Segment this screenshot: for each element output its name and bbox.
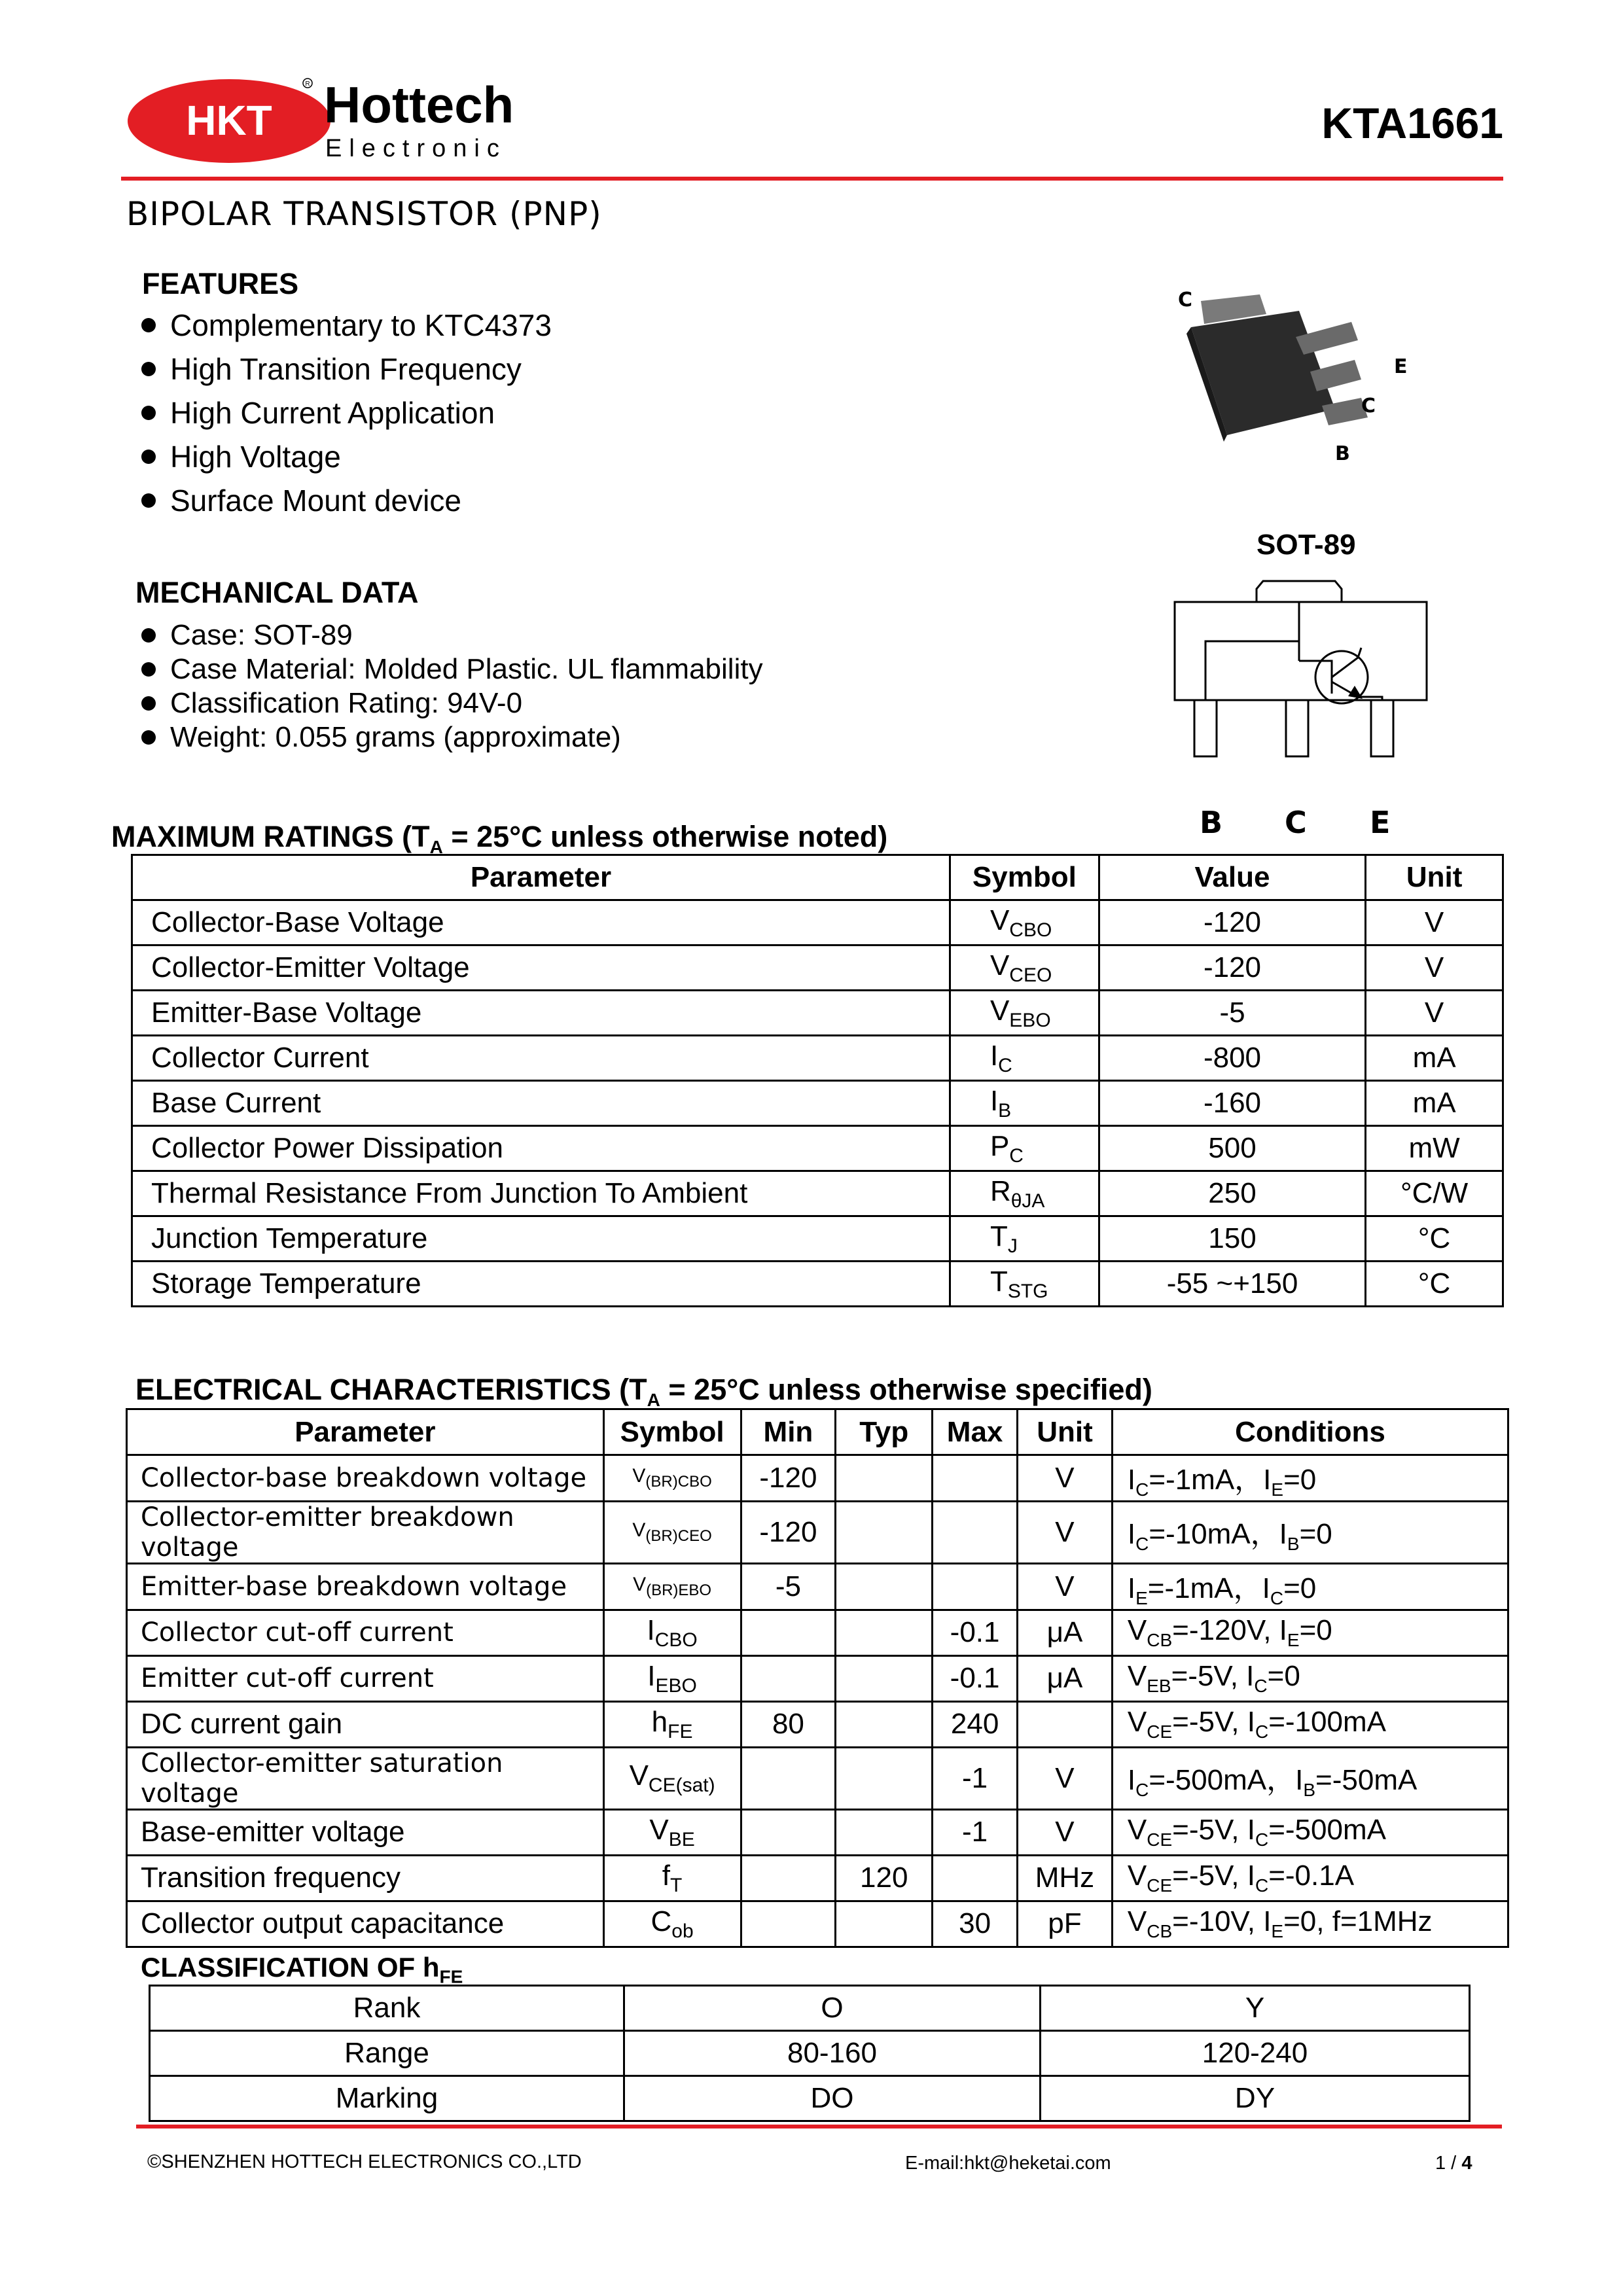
unit-cell: V — [1018, 1501, 1113, 1563]
param-cell: Storage Temperature — [132, 1262, 950, 1307]
table-row — [127, 1809, 1508, 1855]
min-cell — [741, 1655, 836, 1701]
symbol-cell: $I_{EBO}$ — [603, 1655, 741, 1701]
table-cell: O — [624, 1986, 1040, 2031]
typ-cell — [836, 1610, 933, 1655]
typ-cell — [836, 1901, 933, 1947]
param-cell: Junction Temperature — [132, 1216, 950, 1262]
table-row — [132, 991, 1503, 1036]
footer-company: ©SHENZHEN HOTTECH ELECTRONICS CO.,LTD — [147, 2151, 582, 2172]
unit-cell: μA — [1018, 1655, 1113, 1701]
param-cell: Transition frequency — [127, 1855, 604, 1901]
table-row — [127, 1701, 1508, 1747]
table-row — [132, 1081, 1503, 1126]
column-header: Max — [933, 1409, 1018, 1455]
list-item: Complementary to KTC4373 — [133, 304, 552, 347]
condition-cell: $I_E=-1mA$，$I_C=0$ — [1112, 1563, 1508, 1610]
sot89-outline-icon — [1165, 569, 1440, 844]
symbol-cell: $V_{(BR)EBO}$ — [603, 1563, 741, 1610]
typ-cell — [836, 1455, 933, 1502]
pin-label-c: C — [1285, 805, 1307, 840]
condition-cell: $V_{CE}=-5V$, $I_C=-500mA$ — [1112, 1809, 1508, 1855]
param-cell: Collector-Emitter Voltage — [132, 945, 950, 991]
column-header: Unit — [1366, 855, 1503, 900]
column-header: Typ — [836, 1409, 933, 1455]
value-cell: 250 — [1099, 1171, 1365, 1216]
classification-table — [149, 1985, 1471, 2122]
symbol-cell: $f_T$ — [603, 1855, 741, 1901]
param-cell: Collector-base breakdown voltage — [127, 1455, 604, 1502]
table-cell: Marking — [150, 2076, 624, 2121]
list-item: Surface Mount device — [133, 479, 552, 523]
param-cell: Collector cut-off current — [127, 1610, 604, 1655]
table-row — [127, 1747, 1508, 1809]
mechanical-title: MECHANICAL DATA — [135, 576, 419, 609]
hkt-logo-icon — [128, 69, 520, 167]
min-cell: 80 — [741, 1701, 836, 1747]
list-item: High Voltage — [133, 435, 552, 479]
photo-label-c: C — [1178, 289, 1193, 311]
unit-cell: V — [1018, 1455, 1113, 1502]
unit-cell — [1018, 1701, 1113, 1747]
condition-cell: $I_C=-10mA$，$I_B=0$ — [1112, 1501, 1508, 1563]
min-cell — [741, 1610, 836, 1655]
pin-label-b: B — [1200, 805, 1223, 840]
column-header: Symbol — [950, 855, 1099, 900]
unit-cell: μA — [1018, 1610, 1113, 1655]
table-cell: 120-240 — [1040, 2031, 1469, 2076]
column-header: Parameter — [132, 855, 950, 900]
min-cell — [741, 1855, 836, 1901]
max-cell: 240 — [933, 1701, 1018, 1747]
max-cell: -0.1 — [933, 1610, 1018, 1655]
table-row — [132, 900, 1503, 945]
unit-cell: °C — [1366, 1262, 1503, 1307]
typ-cell — [836, 1501, 933, 1563]
param-cell: Collector-emitter breakdown voltage — [127, 1501, 604, 1563]
condition-cell: $I_C=-1mA$，$I_E=0$ — [1112, 1455, 1508, 1502]
typ-cell — [836, 1655, 933, 1701]
value-cell: 150 — [1099, 1216, 1365, 1262]
package-photo — [1165, 275, 1440, 471]
table-row — [127, 1563, 1508, 1610]
max-cell: -0.1 — [933, 1655, 1018, 1701]
unit-cell: MHz — [1018, 1855, 1113, 1901]
unit-cell: V — [1018, 1563, 1113, 1610]
list-item: Classification Rating: 94V-0 — [133, 686, 763, 720]
list-item: Case Material: Molded Plastic. UL flammability — [133, 652, 763, 686]
condition-cell: $V_{CE}=-5V$, $I_C=-0.1A$ — [1112, 1855, 1508, 1901]
table-cell: Range — [150, 2031, 624, 2076]
symbol-cell: $I_{CBO}$ — [603, 1610, 741, 1655]
value-cell: 500 — [1099, 1126, 1365, 1171]
max-ratings-title: MAXIMUM RATINGS ($T_A = 25^\circ C$ unless otherwise noted) — [111, 820, 888, 857]
symbol-cell: $V_{EBO}$ — [950, 991, 1099, 1036]
param-cell: DC current gain — [127, 1701, 604, 1747]
param-cell: Emitter-Base Voltage — [132, 991, 950, 1036]
table-row — [127, 1501, 1508, 1563]
list-item: High Current Application — [133, 391, 552, 435]
unit-cell: mA — [1366, 1081, 1503, 1126]
classification-title: CLASSIFICATION OF $h_{FE}$ — [141, 1952, 463, 1987]
table-row — [127, 1855, 1508, 1901]
table-row — [127, 1655, 1508, 1701]
symbol-cell: $V_{(BR)CBO}$ — [603, 1455, 741, 1502]
max-cell: -1 — [933, 1809, 1018, 1855]
table-row — [127, 1610, 1508, 1655]
table-row — [150, 2031, 1470, 2076]
param-cell: Collector Power Dissipation — [132, 1126, 950, 1171]
svg-text:R: R — [305, 80, 310, 88]
unit-cell: V — [1366, 991, 1503, 1036]
unit-cell: V — [1366, 945, 1503, 991]
symbol-cell: $I_B$ — [950, 1081, 1099, 1126]
param-cell: Collector Current — [132, 1036, 950, 1081]
symbol-cell: $V_{CBO}$ — [950, 900, 1099, 945]
table-row — [132, 1126, 1503, 1171]
package-schematic — [1165, 569, 1440, 844]
param-cell: Base Current — [132, 1081, 950, 1126]
company-logo — [128, 69, 520, 167]
mechanical-list — [133, 618, 763, 754]
min-cell — [741, 1901, 836, 1947]
logo-sub-text: Electronic — [325, 135, 507, 162]
transistor-package-icon — [1165, 275, 1440, 471]
column-header: Parameter — [127, 1409, 604, 1455]
table-cell: 80-160 — [624, 2031, 1040, 2076]
unit-cell: mW — [1366, 1126, 1503, 1171]
typ-cell — [836, 1747, 933, 1809]
max-cell — [933, 1455, 1018, 1502]
logo-badge-text: HKT — [186, 97, 272, 144]
min-cell: -120 — [741, 1501, 836, 1563]
table-row — [132, 1216, 1503, 1262]
table-row — [127, 1455, 1508, 1502]
photo-label-b: B — [1335, 442, 1350, 465]
min-cell: -120 — [741, 1455, 836, 1502]
param-cell: Emitter cut-off current — [127, 1655, 604, 1701]
unit-cell: mA — [1366, 1036, 1503, 1081]
column-header: Symbol — [603, 1409, 741, 1455]
table-cell: DO — [624, 2076, 1040, 2121]
table-cell: Y — [1040, 1986, 1469, 2031]
column-header: Conditions — [1112, 1409, 1508, 1455]
max-ratings-table — [131, 854, 1504, 1307]
param-cell: Collector-Base Voltage — [132, 900, 950, 945]
max-cell — [933, 1855, 1018, 1901]
typ-cell: 120 — [836, 1855, 933, 1901]
table-row — [150, 2076, 1470, 2121]
param-cell: Emitter-base breakdown voltage — [127, 1563, 604, 1610]
features-title: FEATURES — [142, 267, 299, 300]
package-name: SOT-89 — [1257, 529, 1356, 561]
symbol-cell: $V_{CEO}$ — [950, 945, 1099, 991]
unit-cell: V — [1018, 1747, 1113, 1809]
table-header-row — [132, 855, 1503, 900]
list-item: High Transition Frequency — [133, 347, 552, 391]
footer-divider — [136, 2125, 1502, 2128]
electrical-title: ELECTRICAL CHARACTERISTICS ($T_A = 25^\circ C$ unless otherwise specified) — [135, 1373, 1152, 1410]
value-cell: -120 — [1099, 945, 1365, 991]
list-item: Weight: 0.055 grams (approximate) — [133, 720, 763, 754]
condition-cell: $V_{EB}=-5V$, $I_C=0$ — [1112, 1655, 1508, 1701]
column-header: Min — [741, 1409, 836, 1455]
condition-cell: $V_{CE}=-5V$, $I_C=-100mA$ — [1112, 1701, 1508, 1747]
value-cell: -800 — [1099, 1036, 1365, 1081]
symbol-cell: $T_{STG}$ — [950, 1262, 1099, 1307]
part-number: KTA1661 — [1321, 99, 1503, 147]
symbol-cell: $P_C$ — [950, 1126, 1099, 1171]
photo-label-e: E — [1394, 355, 1408, 378]
electrical-table — [126, 1408, 1509, 1948]
value-cell: -160 — [1099, 1081, 1365, 1126]
min-cell — [741, 1809, 836, 1855]
table-row — [132, 1036, 1503, 1081]
photo-label-c2: C — [1361, 395, 1376, 417]
column-header: Value — [1099, 855, 1365, 900]
max-cell: -1 — [933, 1747, 1018, 1809]
unit-cell: °C — [1366, 1216, 1503, 1262]
param-cell: Base-emitter voltage — [127, 1809, 604, 1855]
table-row — [127, 1901, 1508, 1947]
min-cell — [741, 1747, 836, 1809]
pin-label-e: E — [1370, 805, 1391, 840]
list-item: Case: SOT-89 — [133, 618, 763, 652]
typ-cell — [836, 1563, 933, 1610]
symbol-cell: $T_J$ — [950, 1216, 1099, 1262]
table-row — [132, 1262, 1503, 1307]
max-cell — [933, 1501, 1018, 1563]
features-list — [133, 304, 552, 523]
symbol-cell: $V_{BE}$ — [603, 1809, 741, 1855]
symbol-cell: $h_{FE}$ — [603, 1701, 741, 1747]
condition-cell: $V_{CB}=-10V$, $I_E=0$, f=1MHz — [1112, 1901, 1508, 1947]
typ-cell — [836, 1809, 933, 1855]
condition-cell: $V_{CB}=-120V$, $I_E=0$ — [1112, 1610, 1508, 1655]
condition-cell: $I_C=-500mA$，$I_B=-50mA$ — [1112, 1747, 1508, 1809]
logo-name-text: Hottech — [324, 76, 514, 133]
header-divider — [121, 177, 1503, 181]
column-header: Unit — [1018, 1409, 1113, 1455]
value-cell: -55 ~+150 — [1099, 1262, 1365, 1307]
symbol-cell: $C_{ob}$ — [603, 1901, 741, 1947]
table-header-row — [127, 1409, 1508, 1455]
device-subtitle: BIPOLAR TRANSISTOR (PNP) — [126, 195, 602, 233]
footer-page: 1 / 4 — [1435, 2153, 1472, 2174]
max-cell — [933, 1563, 1018, 1610]
unit-cell: V — [1018, 1809, 1113, 1855]
table-row — [132, 945, 1503, 991]
max-cell: 30 — [933, 1901, 1018, 1947]
unit-cell: °C/W — [1366, 1171, 1503, 1216]
table-cell: DY — [1040, 2076, 1469, 2121]
table-cell: Rank — [150, 1986, 624, 2031]
param-cell: Collector output capacitance — [127, 1901, 604, 1947]
symbol-cell: $I_C$ — [950, 1036, 1099, 1081]
min-cell: -5 — [741, 1563, 836, 1610]
table-row — [132, 1171, 1503, 1216]
table-row — [150, 1986, 1470, 2031]
unit-cell: V — [1366, 900, 1503, 945]
value-cell: -5 — [1099, 991, 1365, 1036]
typ-cell — [836, 1701, 933, 1747]
param-cell: Thermal Resistance From Junction To Ambient — [132, 1171, 950, 1216]
symbol-cell: $V_{(BR)CEO}$ — [603, 1501, 741, 1563]
param-cell: Collector-emitter saturation voltage — [127, 1747, 604, 1809]
footer-email: E-mail:hkt@heketai.com — [905, 2153, 1111, 2174]
unit-cell: pF — [1018, 1901, 1113, 1947]
symbol-cell: $V_{CE(sat)}$ — [603, 1747, 741, 1809]
value-cell: -120 — [1099, 900, 1365, 945]
symbol-cell: $R_{\theta JA}$ — [950, 1171, 1099, 1216]
